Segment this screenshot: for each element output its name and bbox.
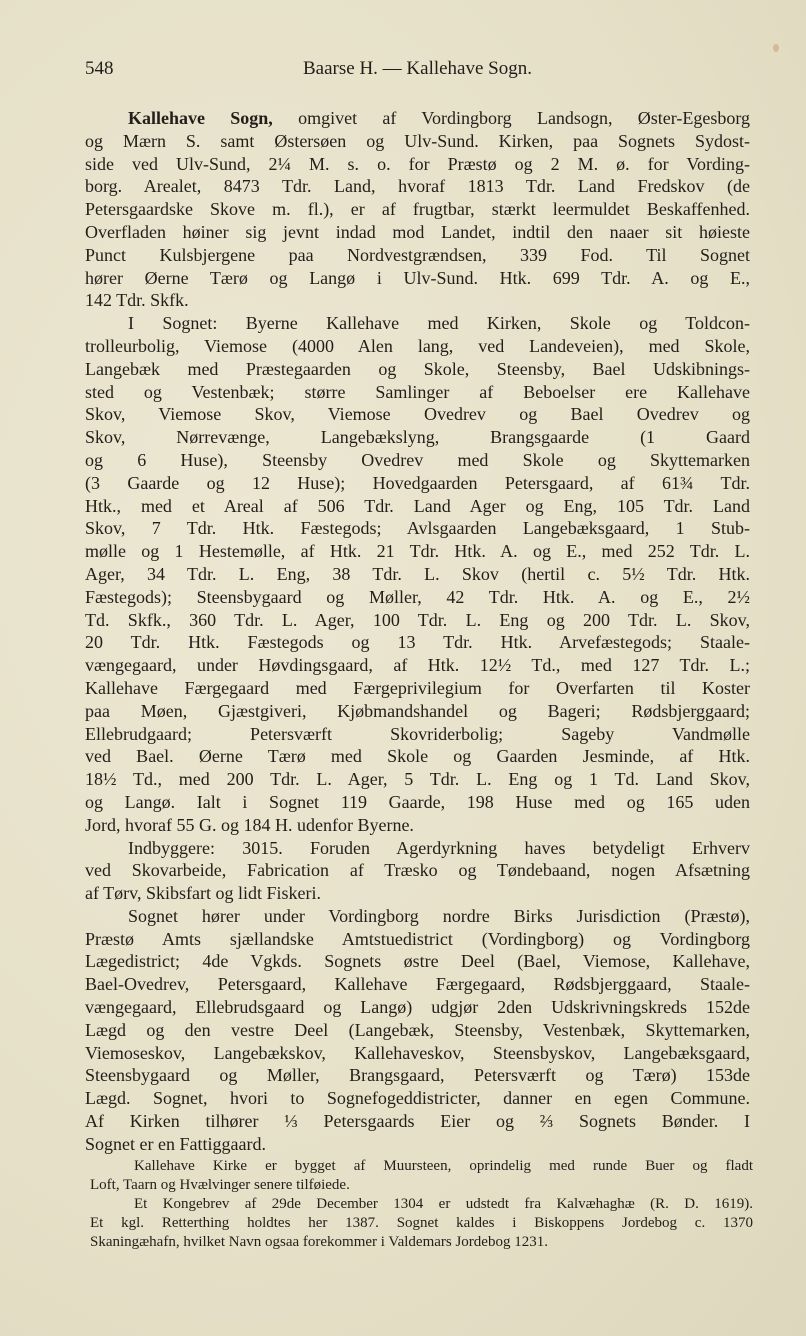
note-paragraph bbox=[90, 1157, 753, 1195]
text-line: Kallehave Færgegaard med Færgeprivilegium for Overfarten til Koster bbox=[85, 677, 750, 698]
note-paragraph bbox=[90, 1195, 753, 1252]
text-line: 18½ Td., med 200 Tdr. L. Ager, 5 Tdr. L. Eng og 1 Td. Land Skov, bbox=[85, 769, 750, 790]
text-line: Htk., med et Areal af 506 Tdr. Land Ager og Eng, 105 Tdr. Land bbox=[85, 495, 750, 516]
text-line: Langebæk med Præstegaarden og Skole, Steensby, Bael Udskibnings- bbox=[85, 358, 750, 379]
text-line: Punct Kulsbjergene paa Nordvestgrændsen, 339 Fod. Til Sognet bbox=[85, 244, 750, 265]
text-line: Lægedistrict; 4de Vgkds. Sognets østre Deel (Bael, Viemose, Kallehave, bbox=[85, 951, 750, 972]
text-line: Fæstegods); Steensbygaard og Møller, 42 Tdr. Htk. A. og E., 2½ bbox=[85, 586, 750, 607]
text-line: og 6 Huse), Steensby Ovedrev med Skole og Skyttemarken bbox=[85, 449, 750, 470]
text-line: sted og Vestenbæk; større Samlinger af Beboelser ere Kallehave bbox=[85, 381, 750, 402]
text-line: I Sognet: Byerne Kallehave med Kirken, Skole og Toldcon- bbox=[128, 313, 750, 334]
text-line: vængegaard, under Høvdingsgaard, af Htk. 12½ Td., med 127 Tdr. L.; bbox=[85, 655, 750, 676]
note-line: Et Kongebrev af 29de December 1304 er udstedt fra Kalvæhaghæ (R. D. 1619). bbox=[134, 1196, 753, 1212]
main-text bbox=[85, 107, 750, 1156]
footnotes bbox=[90, 1157, 753, 1252]
paragraph bbox=[85, 107, 750, 312]
text-line: Jord, hvoraf 55 G. og 184 H. udenfor Byerne. bbox=[85, 814, 414, 835]
text-line: side ved Ulv-Sund, 2¼ M. s. o. for Præstø og 2 M. ø. for Vording- bbox=[85, 153, 750, 174]
text-line: ved Bael. Øerne Tærø med Skole og Gaarden Jesminde, af Htk. bbox=[85, 746, 750, 767]
text-line: paa Møen, Gjæstgiveri, Kjøbmandshandel og Bageri; Rødsbjerggaard; bbox=[85, 700, 750, 721]
text-line: 20 Tdr. Htk. Fæstegods og 13 Tdr. Htk. Arvefæstegods; Staale- bbox=[85, 632, 750, 653]
text-line: 142 Tdr. Skfk. bbox=[85, 290, 189, 311]
text-line: Sognet hører under Vordingborg nordre Birks Jurisdiction (Præstø), bbox=[128, 905, 750, 926]
text-line: Petersgaardske Skove m. fl.), er af frugtbar, stærkt leermuldet Beskaffenhed. bbox=[85, 199, 750, 220]
parish-name: Kallehave Sogn, bbox=[128, 108, 273, 128]
note-line: Skaningæhafn, hvilket Navn ogsaa forekommer i Valdemars Jordebog 1231. bbox=[90, 1234, 548, 1250]
text-line: Lægd. Sognet, hvori to Sognefogeddistricter, danner en egen Commune. bbox=[85, 1088, 750, 1109]
note-line: Loft, Taarn og Hvælvinger senere tilføiede. bbox=[90, 1177, 350, 1193]
paragraph bbox=[85, 837, 750, 905]
note-line: Kallehave Kirke er bygget af Muursteen, oprindelig med runde Buer og fladt bbox=[134, 1158, 753, 1174]
text-line: Bael-Ovedrev, Petersgaard, Kallehave Færgegaard, Rødsbjerggaard, Staale- bbox=[85, 974, 750, 995]
text-line: Ellebrudgaard; Petersværft Skovriderbolig; Sageby Vandmølle bbox=[85, 723, 750, 744]
text-line: og Mærn S. samt Østersøen og Ulv-Sund. Kirken, paa Sognets Sydost- bbox=[85, 130, 750, 151]
text-line bbox=[85, 107, 750, 130]
text-line: Ager, 34 Tdr. L. Eng, 38 Tdr. L. Skov (hertil c. 5½ Tdr. Htk. bbox=[85, 563, 750, 584]
text-line: Sognet er en Fattiggaard. bbox=[85, 1133, 266, 1154]
text-line: (3 Gaarde og 12 Huse); Hovedgaarden Petersgaard, af 61¾ Tdr. bbox=[85, 472, 750, 493]
text-line: Skov, Nørrevænge, Langebækslyng, Brangsgaarde (1 Gaard bbox=[85, 427, 750, 448]
note-line: Et kgl. Retterthing holdtes her 1387. Sognet kaldes i Biskoppens Jordebog c. 1370 bbox=[90, 1215, 753, 1231]
page-number: 548 bbox=[85, 58, 114, 79]
text-line: hører Øerne Tærø og Langø i Ulv-Sund. Htk. 699 Tdr. A. og E., bbox=[85, 267, 750, 288]
text-line: Indbyggere: 3015. Foruden Agerdyrkning haves betydeligt Erhverv bbox=[128, 837, 750, 858]
text-line: trolleurbolig, Viemose (4000 Alen lang, ved Landeveien), med Skole, bbox=[85, 335, 750, 356]
running-title: Baarse H. — Kallehave Sogn. bbox=[303, 58, 532, 79]
text-line: borg. Arealet, 8473 Tdr. Land, hvoraf 1813 Tdr. Land Fredskov (de bbox=[85, 176, 750, 197]
text-line: Td. Skfk., 360 Tdr. L. Ager, 100 Tdr. L. Eng og 200 Tdr. L. Skov, bbox=[85, 609, 750, 630]
text-line: af Tørv, Skibsfart og lidt Fiskeri. bbox=[85, 883, 321, 904]
text-line: og Langø. Ialt i Sognet 119 Gaarde, 198 Huse med og 165 uden bbox=[85, 791, 750, 812]
paper-stain bbox=[773, 44, 779, 52]
text-line: Overfladen høiner sig jevnt indad mod Landet, indtil den naaer sit høieste bbox=[85, 221, 750, 242]
paragraph bbox=[85, 905, 750, 1156]
text-line: Lægd og den vestre Deel (Langebæk, Steensby, Vestenbæk, Skyttemarken, bbox=[85, 1019, 750, 1040]
page-header bbox=[85, 58, 750, 82]
text-line: Skov, 7 Tdr. Htk. Fæstegods; Avlsgaarden Langebæksgaard, 1 Stub- bbox=[85, 518, 750, 539]
text-line: Skov, Viemose Skov, Viemose Ovedrev og Bael Ovedrev og bbox=[85, 404, 750, 425]
text-line: Viemoseskov, Langebækskov, Kallehaveskov, Steensbyskov, Langebæksgaard, bbox=[85, 1042, 750, 1063]
text-span: omgivet af Vordingborg Landsogn, Øster-Egesborg bbox=[272, 108, 750, 128]
text-line: Af Kirken tilhører ⅓ Petersgaards Eier og ⅔ Sognets Bønder. I bbox=[85, 1111, 750, 1132]
text-line: Præstø Amts sjællandske Amtstuedistrict (Vordingborg) og Vordingborg bbox=[85, 928, 750, 949]
text-line: ved Skovarbeide, Fabrication af Træsko og Tøndebaand, nogen Afsætning bbox=[85, 860, 750, 881]
text-line: vængegaard, Ellebrudsgaard og Langø) udgjør 2den Udskrivningskreds 152de bbox=[85, 997, 750, 1018]
text-line: mølle og 1 Hestemølle, af Htk. 21 Tdr. Htk. A. og E., med 252 Tdr. L. bbox=[85, 541, 750, 562]
paragraph bbox=[85, 312, 750, 836]
text-line: Steensbygaard og Møller, Brangsgaard, Petersværft og Tærø) 153de bbox=[85, 1065, 750, 1086]
